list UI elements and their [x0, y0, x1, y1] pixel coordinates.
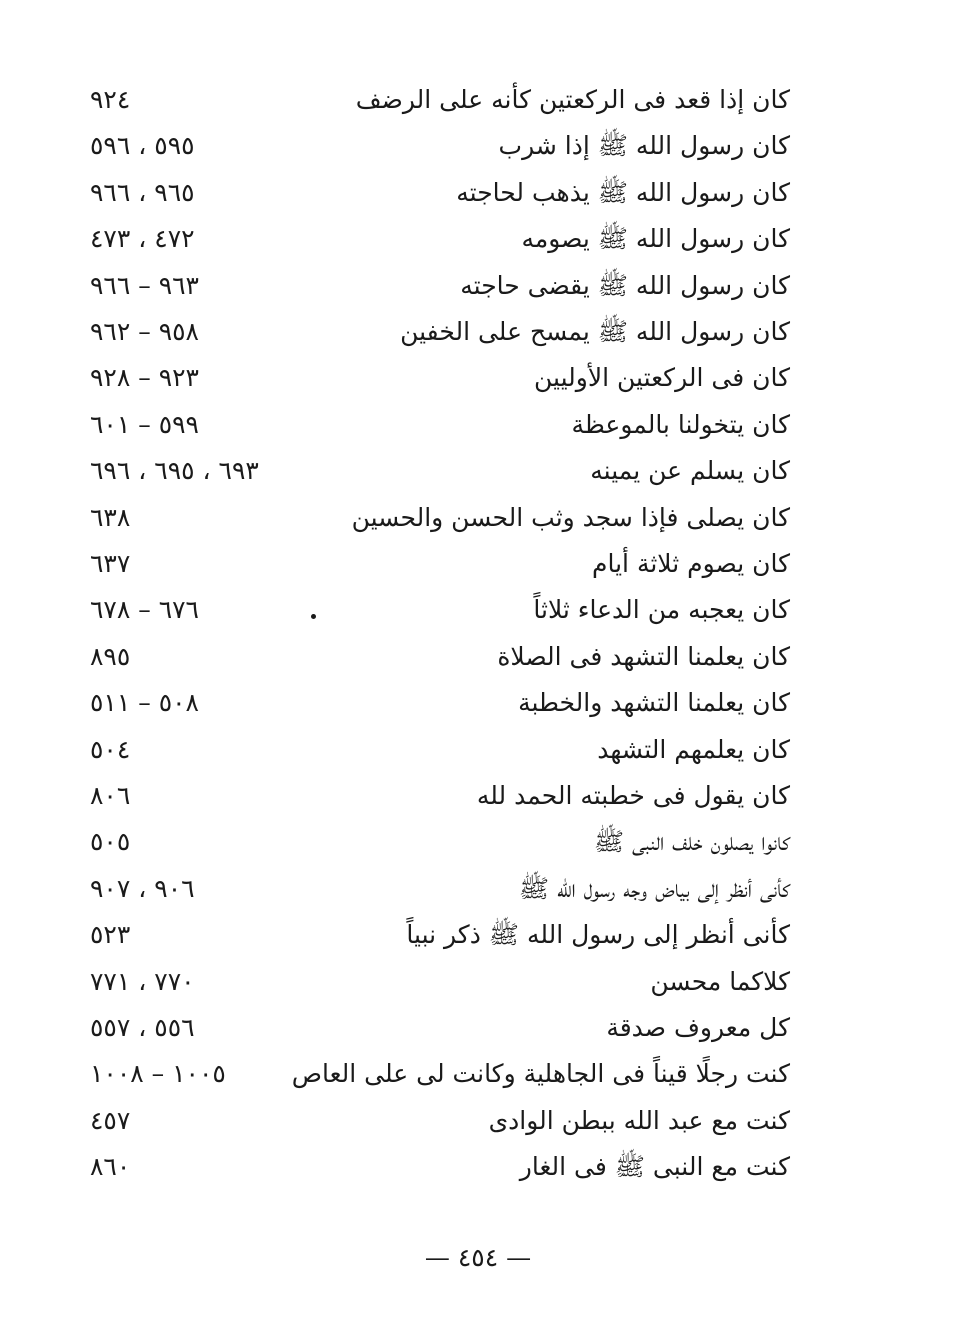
entry-ref: ٦٣٨ [90, 502, 131, 532]
entry-ref: ٧٧٠ ، ٧٧١ [90, 966, 195, 996]
entry-ref: ٩٢٤ [90, 85, 131, 114]
entry-text: كان يعلمهم التشهد [597, 734, 790, 764]
entry-ref: ٨٩٥ [90, 641, 131, 671]
index-entry [90, 217, 790, 261]
entry-text: كنت رجلًا قيناً فى الجاهلية وكانت لى على العاص [291, 1059, 790, 1089]
entry-ref: ٨٠٦ [90, 781, 131, 810]
entry-ref: ٦٧٦ – ٦٧٨ [90, 595, 199, 625]
entry-ref: ٥٠٨ – ٥١١ [90, 688, 199, 718]
index-entry [90, 588, 790, 632]
index-entry [90, 1006, 790, 1050]
entry-text: كان رسول الله ﷺ يقضى حاجته [460, 270, 790, 300]
entry-ref: ٦٣٧ [90, 549, 131, 578]
entry-text: كان يعجبه من الدعاء ثلاثاً [533, 595, 790, 625]
entry-ref: ١٠٠٥ – ١٠٠٨ [90, 1059, 226, 1089]
index-entry [90, 635, 790, 679]
page-number: — ٤٥٤ — [424, 1243, 532, 1272]
index-entry [90, 264, 790, 308]
entry-text: كان فى الركعتين الأوليين [534, 363, 790, 393]
index-entry [90, 171, 790, 215]
entry-ref: ٤٥٧ [90, 1105, 131, 1135]
index-entry [90, 496, 790, 540]
index-entry [90, 681, 790, 725]
index-entry [90, 403, 790, 447]
index-entry [90, 867, 790, 911]
index-entry [90, 1099, 790, 1143]
index-entry [90, 542, 790, 586]
index-entry [90, 310, 790, 354]
entry-text: كان يعلمنا التشهد فى الصلاة [497, 641, 790, 671]
entry-text: كان يقول فى خطبته الحمد لله [476, 781, 790, 810]
entry-text: كنت مع النبى ﷺ فى الغار [519, 1152, 790, 1182]
entry-ref: ٤٧٢ ، ٤٧٣ [90, 224, 195, 254]
entry-text: كان رسول الله ﷺ يذهب لحاجته [456, 177, 790, 207]
stray-dot [311, 614, 316, 619]
entry-ref: ٩٢٣ – ٩٢٨ [90, 363, 199, 393]
index-entry [90, 728, 790, 772]
entry-ref: ٩٦٣ – ٩٦٦ [90, 270, 199, 300]
entry-text: كان رسول الله ﷺ يصومه [521, 224, 790, 254]
index-entry [90, 356, 790, 400]
entry-text: كان يعلمنا التشهد والخطبة [518, 688, 790, 718]
index-entry [90, 774, 790, 818]
index-entry [90, 820, 790, 864]
entry-text: كان إذا قعد فى الركعتين كأنه على الرضف [355, 85, 790, 114]
entry-ref: ٦٩٣ ، ٦٩٥ ، ٦٩٦ [90, 456, 259, 486]
entry-text: كان يتخولنا بالموعظة [571, 409, 790, 439]
entry-text: كان يصوم ثلاثة أيام [592, 549, 790, 578]
index-entry [90, 124, 790, 168]
entry-ref: ٩٥٨ – ٩٦٢ [90, 317, 199, 346]
entry-ref: ٩٦٥ ، ٩٦٦ [90, 177, 195, 207]
entry-ref: ٩٠٦ ، ٩٠٧ [90, 873, 195, 903]
entry-text: كأنى أنظر إلى رسول الله ﷺ ذكر نبياً [406, 920, 790, 950]
entry-ref: ٥٥٦ ، ٥٥٧ [90, 1013, 195, 1042]
index-entry [90, 1052, 790, 1096]
index-entry [90, 78, 790, 122]
entry-text: كان يصلى فإذا سجد وثب الحسن والحسين [351, 502, 790, 532]
entry-ref: ٥٩٥ ، ٥٩٦ [90, 131, 195, 161]
index-entry [90, 449, 790, 493]
entry-text: كان رسول الله ﷺ يمسح على الخفين [400, 317, 790, 346]
entry-text: كان يسلم عن يمينه [590, 456, 790, 486]
entry-text: كان رسول الله ﷺ إذا شرب [498, 131, 790, 161]
entry-text: كانوا يصلون خلف النبى ﷺ [593, 827, 790, 857]
index-entry [90, 913, 790, 957]
entry-ref: ٨٦٠ [90, 1152, 131, 1182]
entry-text: كل معروف صدقة [606, 1013, 790, 1042]
entry-ref: ٥٠٥ [90, 827, 131, 857]
entry-ref: ٥٠٤ [90, 734, 131, 764]
entry-text: كنت مع عبد الله ببطن الوادى [488, 1105, 790, 1135]
entry-text: كأنى أنظر إلى بياض وجه رسول الله ﷺ [518, 873, 790, 903]
index-entry [90, 960, 790, 1004]
index-entry [90, 1145, 790, 1189]
entry-ref: ٥٢٣ [90, 920, 131, 950]
entry-ref: ٥٩٩ – ٦٠١ [90, 409, 199, 439]
entry-text: كلاكما محسن [650, 966, 790, 996]
